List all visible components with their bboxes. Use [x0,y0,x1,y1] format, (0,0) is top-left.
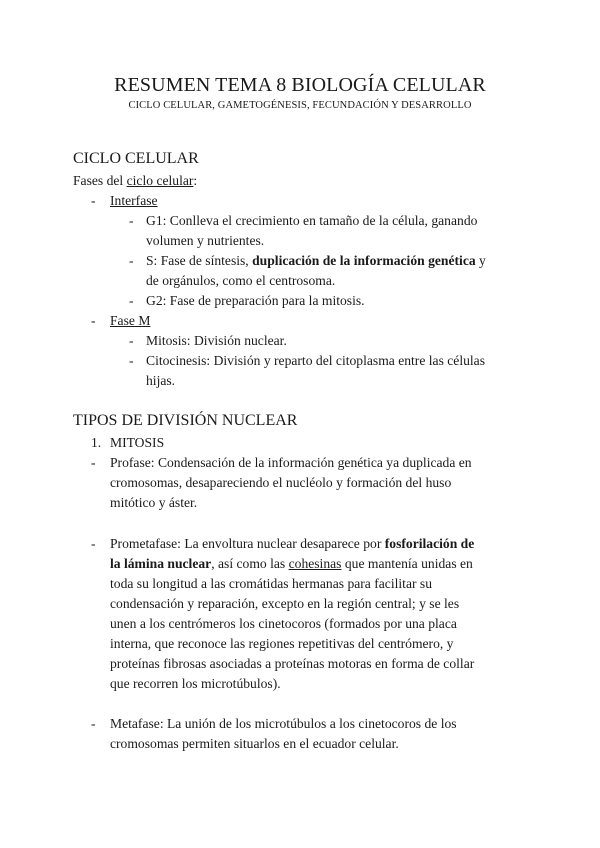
prometafase-line-2: la lámina nuclear, así como las cohesinas que mantenía unidas en [110,556,473,571]
bullet-dash: - [91,536,96,551]
section-heading-ciclo-celular: CICLO CELULAR [73,150,199,167]
intro-line: Fases del ciclo celular: [73,173,198,188]
document-subtitle: CICLO CELULAR, GAMETOGÉNESIS, FECUNDACIÓN Y DESARROLLO [128,100,472,111]
fase-m-label: Fase M [110,313,151,328]
prometafase-line-6: interna, que reconoce las regiones repetitivas del centrómero, y [110,636,454,651]
citocinesis-line-2: hijas. [146,373,176,388]
section-heading-tipos-division: TIPOS DE DIVISIÓN NUCLEAR [73,412,298,429]
prometafase-line-8: que recorren los microtúbulos). [110,676,281,691]
ciclo-celular-link: ciclo celular [126,173,194,188]
bullet-dash: - [129,253,134,268]
prometafase-line-1: Prometafase: La envoltura nuclear desaparece por fosforilación de [110,536,475,551]
bullet-dash: - [129,213,134,228]
mitosis-line: Mitosis: División nuclear. [146,333,287,348]
cohesinas-link: cohesinas [288,556,342,571]
s-bold-text: duplicación de la información genética [252,253,476,268]
s-line-1: S: Fase de síntesis, duplicación de la información genética y [146,253,486,268]
prometafase-bold-2: la lámina nuclear [110,556,212,571]
prometafase-line-5: unen a los centrómeros los cinetocoros (formados por una placa [110,616,457,631]
citocinesis-line-1: Citocinesis: División y reparto del citoplasma entre las células [146,353,486,368]
g2-line: G2: Fase de preparación para la mitosis. [146,293,365,308]
g1-line-1: G1: Conlleva el crecimiento en tamaño de la célula, ganando [146,213,478,228]
bullet-dash: - [91,716,96,731]
metafase-line-2: cromosomas permiten situarlos en el ecuador celular. [110,736,399,751]
metafase-line-1: Metafase: La unión de los microtúbulos a los cinetocoros de los [110,716,457,731]
bullet-dash: - [91,313,96,328]
bullet-dash: - [129,333,134,348]
bullet-dash: - [129,353,134,368]
bullet-dash: - [129,293,134,308]
prometafase-line-4: condensación y reparación, excepto en la región central; y se les [110,596,460,611]
list-number: 1. [91,435,102,450]
prometafase-line-7: proteínas fibrosas asociadas a proteínas motoras en forma de collar [110,656,475,671]
prometafase-bold-1: fosforilación de [384,536,475,551]
profase-line-1: Profase: Condensación de la información genética ya duplicada en [110,455,472,470]
interfase-label: Interfase [110,193,158,208]
profase-line-3: mitótico y áster. [110,495,198,510]
document-title: RESUMEN TEMA 8 BIOLOGÍA CELULAR [114,74,486,96]
bullet-dash: - [91,455,96,470]
s-line-2: de orgánulos, como el centrosoma. [146,273,336,288]
g1-line-2: volumen y nutrientes. [146,233,265,248]
mitosis-heading: MITOSIS [110,435,165,450]
bullet-dash: - [91,193,96,208]
profase-line-2: cromosomas, desapareciendo el nucléolo y formación del huso [110,475,452,490]
prometafase-line-3: toda su longitud a las cromátidas hermanas para facilitar su [110,576,432,591]
